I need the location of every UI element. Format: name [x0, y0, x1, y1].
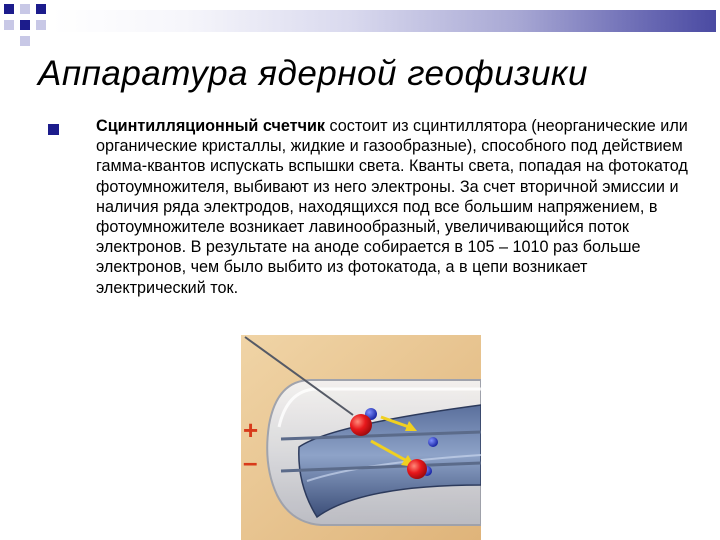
photon-particle	[428, 437, 438, 447]
bullet-text: состоит из сцинтиллятора (неорганические или органические кристаллы, жидкие и газообразные), способного под действием гамма-квантов испускать вспышки света. Кванты света, попадая на фотокатод фотоумножителя, выбивают из него электроны. За счет вторичной эмиссии и наличия ряда электродов, находящихся под все большим напряжением, в фотоумножителе возникает лавинообразный, увеличивающийся поток электронов. В результате на аноде собирается в 105 – 1010 раз больше электронов, чем было выбито из фотокатода, а в цепи возникает электрический ток.	[96, 117, 688, 297]
minus-sign: –	[243, 447, 258, 477]
bullet-term: Сцинтилляционный счетчик	[96, 117, 326, 135]
header-square-icon	[20, 4, 30, 14]
header-gradient-bar	[52, 10, 716, 32]
photomultiplier-figure	[241, 335, 481, 540]
electron-particle	[350, 414, 372, 436]
photomultiplier-illustration	[241, 335, 481, 540]
header-square-icon	[36, 4, 46, 14]
bullet-paragraph	[96, 116, 696, 298]
header-square-icon	[20, 36, 30, 46]
header-square-icon	[36, 20, 46, 30]
plus-sign: +	[243, 415, 259, 445]
header-square-icon	[20, 20, 30, 30]
square-bullet-icon	[48, 124, 59, 135]
electron-particle	[407, 459, 427, 479]
header-square-icon	[4, 20, 14, 30]
slide-title: Аппаратура ядерной геофизики	[38, 54, 588, 93]
header-square-icon	[4, 4, 14, 14]
